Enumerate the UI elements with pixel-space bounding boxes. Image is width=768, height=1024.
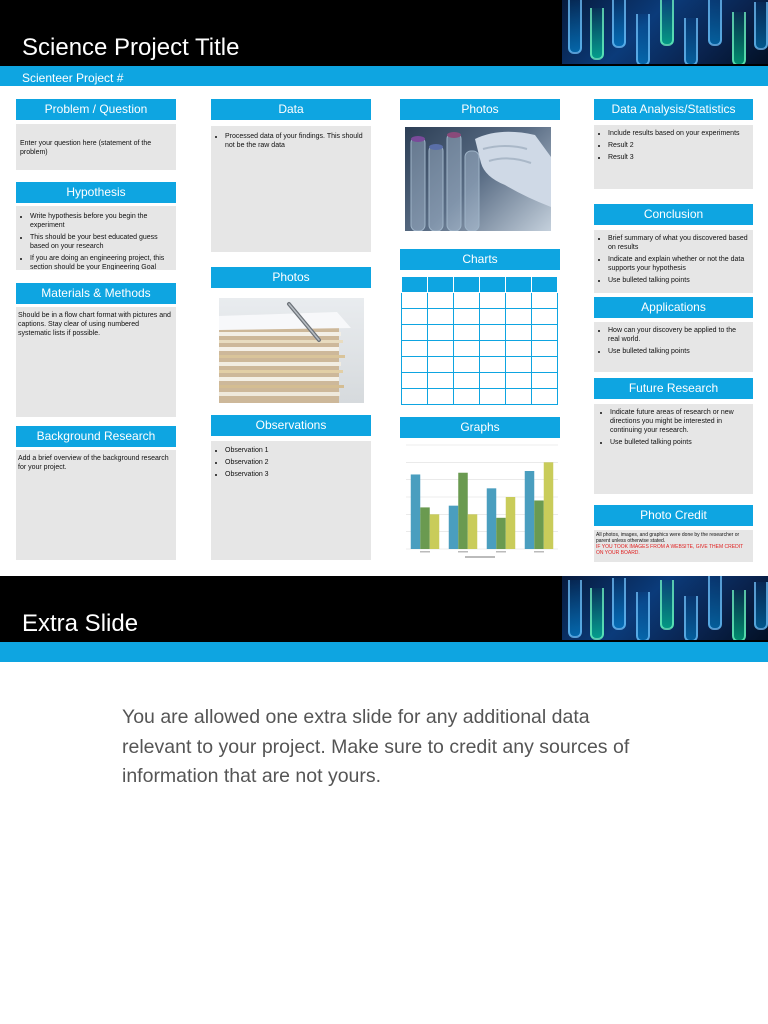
project-number-strip (0, 66, 768, 86)
future-bullet: • Use bulleted talking points (610, 438, 749, 447)
observations-box[interactable] (211, 441, 371, 560)
analysis-bullet: • Include results based on your experiments (608, 129, 749, 138)
project-number[interactable]: Scienteer Project # (22, 71, 124, 85)
analysis-box[interactable] (594, 125, 753, 189)
bar-chart[interactable] (400, 441, 560, 563)
paper-stack-photo[interactable] (219, 298, 364, 403)
x-tick-label (420, 551, 430, 553)
graphs-header[interactable]: Graphs (400, 417, 560, 438)
observations-header[interactable]: Observations (211, 415, 371, 436)
observation-item: • Observation 3 (225, 470, 367, 479)
materials-header[interactable]: Materials & Methods (16, 283, 176, 304)
chart-bar (534, 500, 544, 549)
problem-box[interactable] (16, 124, 176, 170)
test-tubes-image (562, 0, 768, 64)
observation-item: • Observation 2 (225, 458, 367, 467)
chart-bar (506, 497, 516, 549)
data-table[interactable] (401, 276, 558, 405)
data-box[interactable] (211, 126, 371, 252)
conclusion-bullet: • Use bulleted talking points (608, 276, 749, 285)
poster-title[interactable]: Science Project Title (22, 34, 240, 61)
applications-box[interactable] (594, 322, 753, 372)
applications-bullet: • Use bulleted talking points (608, 347, 749, 356)
chart-bar (458, 473, 468, 549)
analysis-bullet: • Result 2 (608, 141, 749, 150)
materials-text: Should be in a flow chart format with pictures and captions. Stay clear of using numbered systematic lists if possible. (18, 312, 171, 337)
test-tubes-image (562, 576, 768, 640)
data-header[interactable]: Data (211, 99, 371, 120)
poster-banner (0, 0, 768, 66)
data-bullet: • Processed data of your findings. This should not be the raw data (225, 132, 367, 150)
lab-glove-photo[interactable] (405, 127, 551, 231)
conclusion-bullet: • Indicate and explain whether or not the data supports your hypothesis (608, 255, 749, 273)
chart-bar (420, 507, 430, 549)
applications-header[interactable]: Applications (594, 297, 753, 318)
extra-slide-title[interactable]: Extra Slide (22, 610, 139, 637)
photo-credit-warning: IF YOU TOOK IMAGES FROM A WEBSITE, GIVE THEM CREDIT ON YOUR BOARD. (596, 544, 744, 556)
photos-header-top[interactable]: Photos (400, 99, 560, 120)
x-tick-label (534, 551, 544, 553)
hypothesis-bullet: • This should be your best educated guess based on your research (30, 233, 172, 251)
x-tick-label (496, 551, 506, 553)
hypothesis-box[interactable] (16, 206, 176, 270)
conclusion-header[interactable]: Conclusion (594, 204, 753, 225)
photos-header-mid[interactable]: Photos (211, 267, 371, 288)
background-text: Add a brief overview of the background research for your project. (18, 455, 169, 471)
chart-bar (525, 471, 535, 549)
background-header[interactable]: Background Research (16, 426, 176, 447)
observation-item: • Observation 1 (225, 446, 367, 455)
analysis-header[interactable]: Data Analysis/Statistics (594, 99, 753, 120)
hypothesis-header[interactable]: Hypothesis (16, 182, 176, 203)
x-axis-title-placeholder (465, 556, 495, 558)
chart-bar (449, 506, 459, 549)
hypothesis-bullet: • If you are doing an engineering project, this section should be your Engineering Goal (30, 254, 172, 270)
extra-slide-strip (0, 642, 768, 662)
photo-credit-text: All photos, images, and graphics were done by the researcher or parent unless otherwise stated. (596, 532, 740, 544)
chart-bar (430, 514, 440, 549)
future-box[interactable] (594, 404, 753, 494)
extra-slide-banner (0, 576, 768, 642)
problem-header[interactable]: Problem / Question (16, 99, 176, 120)
hypothesis-bullet: • Write hypothesis before you begin the experiment (30, 212, 172, 230)
charts-header[interactable]: Charts (400, 249, 560, 270)
materials-box[interactable] (16, 307, 176, 417)
chart-bar (496, 518, 506, 549)
conclusion-bullet: • Brief summary of what you discovered based on results (608, 234, 749, 252)
future-bullet: • Indicate future areas of research or new directions you might be interested in continuing your research. (610, 408, 749, 435)
problem-text: Enter your question here (statement of the problem) (20, 140, 152, 156)
chart-bar (411, 474, 421, 549)
analysis-bullet: • Result 3 (608, 153, 749, 162)
x-tick-label (458, 551, 468, 553)
applications-bullet: • How can your discovery be applied to the real world. (608, 326, 749, 344)
future-header[interactable]: Future Research (594, 378, 753, 399)
chart-bar (544, 462, 554, 549)
chart-bar (487, 488, 497, 549)
extra-slide-body[interactable]: You are allowed one extra slide for any additional data relevant to your project. Make sure to credit any sources of information that are not yours. (122, 706, 630, 787)
conclusion-box[interactable] (594, 230, 753, 293)
chart-bar (468, 514, 478, 549)
photo-credit-box[interactable] (594, 530, 753, 562)
photo-credit-header[interactable]: Photo Credit (594, 505, 753, 526)
background-box[interactable] (16, 450, 176, 560)
